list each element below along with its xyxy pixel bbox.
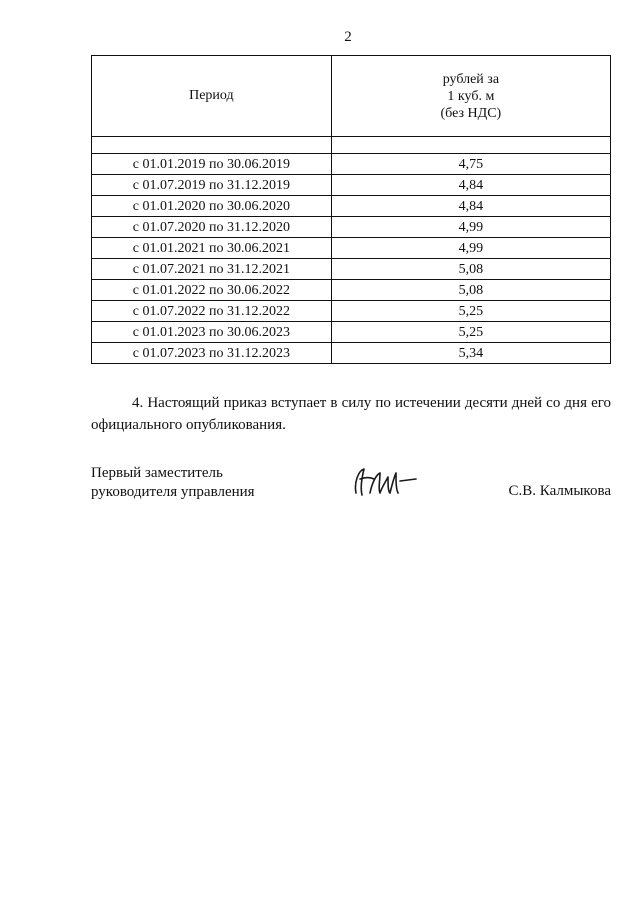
price-header-line: 1 куб. м [447,88,495,104]
period-cell: с 01.01.2020 по 30.06.2020 [92,196,332,217]
table-row [92,322,611,343]
period-column-header: Период [92,56,332,137]
price-column-header [331,56,610,137]
price-header-line: (без НДС) [440,105,502,121]
price-cell: 4,75 [331,154,610,175]
price-cell: 4,84 [331,175,610,196]
period-cell: с 01.01.2023 по 30.06.2023 [92,322,332,343]
signer-title-line: руководителя управления [91,484,255,500]
table-row [92,196,611,217]
signer-title [91,464,255,502]
signer-title-line: Первый заместитель [91,465,223,481]
table-header-row [92,56,611,137]
page-number: 2 [344,29,352,45]
price-cell: 5,08 [331,259,610,280]
period-cell: с 01.07.2022 по 31.12.2022 [92,301,332,322]
table-row [92,301,611,322]
table-row [92,175,611,196]
period-cell: с 01.01.2022 по 30.06.2022 [92,280,332,301]
tariff-table [91,55,611,364]
price-cell: 5,34 [331,343,610,364]
price-header-line: рублей за [442,71,500,87]
price-cell: 5,25 [331,322,610,343]
table-row [92,154,611,175]
column-number [331,137,610,154]
period-cell: с 01.07.2023 по 31.12.2023 [92,343,332,364]
signer-name: С.В. Калмыкова [508,483,611,499]
price-cell: 4,99 [331,238,610,259]
price-cell: 5,25 [331,301,610,322]
table-row [92,238,611,259]
table-row [92,343,611,364]
table-row [92,259,611,280]
column-number-row [92,137,611,154]
price-cell: 4,99 [331,217,610,238]
price-cell: 4,84 [331,196,610,217]
price-cell: 5,08 [331,280,610,301]
period-cell: с 01.07.2020 по 31.12.2020 [92,217,332,238]
column-number [92,137,332,154]
table-row [92,280,611,301]
table-row [92,217,611,238]
period-cell: с 01.01.2019 по 30.06.2019 [92,154,332,175]
clause-paragraph: 4. Настоящий приказ вступает в силу по истечении десяти дней со дня его официального опубликования. [91,395,611,433]
period-cell: с 01.07.2021 по 31.12.2021 [92,259,332,280]
period-cell: с 01.01.2021 по 30.06.2021 [92,238,332,259]
period-cell: с 01.07.2019 по 31.12.2019 [92,175,332,196]
handwritten-signature [350,463,420,501]
